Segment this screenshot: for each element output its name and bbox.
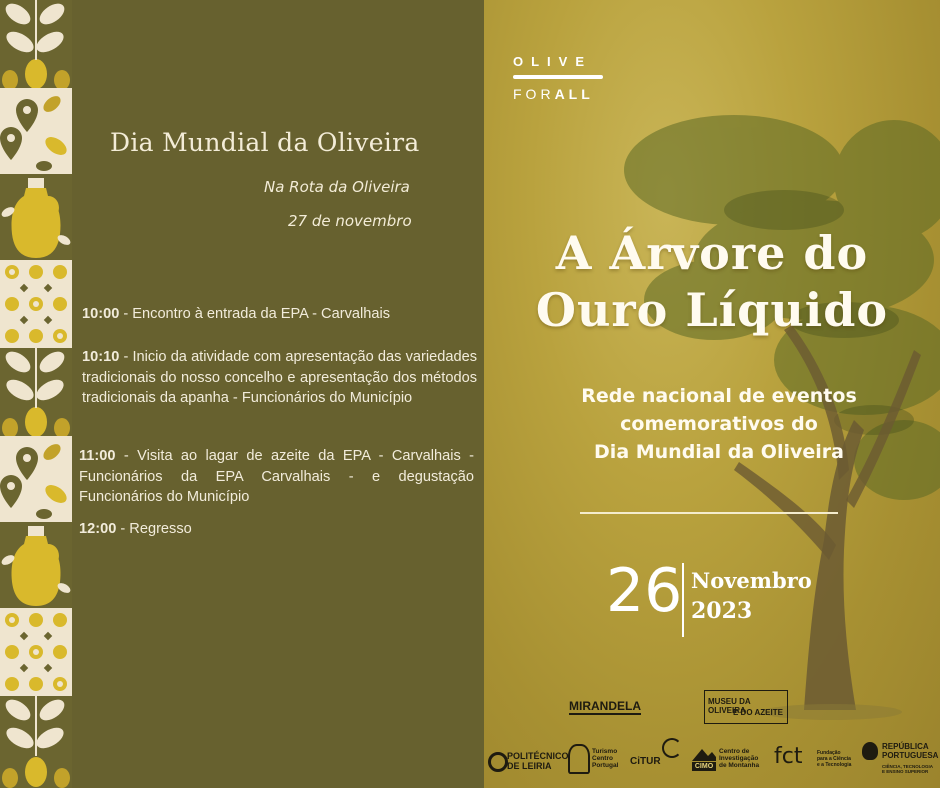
event-subheading: Na Rota da Oliveira [264,178,410,196]
event-day: 26 [606,556,683,626]
citur-icon [662,738,682,758]
republica-logo-text-4: E ENSINO SUPERIOR [882,769,929,774]
event-year: 2023 [691,598,753,624]
cimo-logo-text-2: Investigação [719,755,759,762]
mirandela-logo: MIRANDELA [569,699,641,713]
geometric-pattern-icon [0,260,72,348]
schedule-time: 10:10 [82,349,120,365]
oil-jar-tile [0,174,72,260]
subtitle-line-3: Dia Mundial da Oliveira [594,441,844,463]
olive-leaf-icon [0,696,72,788]
title-line-2: Ouro Líquido [535,283,889,337]
turismo-logo-text-2: Centro [592,755,613,762]
poster-panel [484,0,940,788]
museu-logo-text-2: E DO AZEITE [733,708,783,717]
schedule-text: - Visita ao lagar de azeite da EPA - Carvalhais - Funcionários da EPA Carvalhais - e degustação Funcionários do Município [79,448,474,505]
logo-divider [513,75,603,79]
event-month: Novembro [691,568,812,593]
schedule-time: 10:00 [82,306,120,322]
event-heading: Dia Mundial da Oliveira [110,128,420,157]
geometric-pattern-tile [0,260,72,348]
oil-jar-icon [0,174,72,260]
location-pin-tile [0,436,72,522]
olive-leaf-icon [0,0,72,88]
subtitle-line-2: comemorativos do [620,413,818,435]
politecnico-logo-text: POLITÉCNICO [507,751,569,761]
republica-logo-text: REPÚBLICA [882,742,929,751]
republica-logo-text-3: CIÊNCIA, TECNOLOGIA [882,764,934,769]
schedule-text: - Regresso [116,521,192,537]
schedule-item [79,519,474,540]
olive-leaf-icon [0,348,72,436]
olive-branch-tile [0,348,72,436]
schedule-item [82,304,477,325]
schedule-item [79,446,474,508]
title-line-1: A Árvore do [555,226,869,280]
divider-line [580,512,838,514]
cimo-tag: CIMO [692,762,716,771]
date-divider [682,563,684,637]
geometric-pattern-tile [0,608,72,696]
decorative-tile-strip [0,0,72,788]
location-pin-tile [0,88,72,174]
oil-jar-icon [0,522,72,608]
turismo-centro-icon [568,744,590,774]
event-date: 27 de novembro [288,212,412,230]
geometric-pattern-icon [0,608,72,696]
schedule-item [82,347,477,409]
oil-jar-tile [0,522,72,608]
program-panel [72,0,484,788]
museu-logo-text: MUSEU DA OLIVEIRA [708,697,751,715]
olive-branch-tile [0,696,72,788]
museu-oliveira-logo [704,690,788,724]
schedule-time: 12:00 [79,521,117,537]
republica-crest-icon [862,742,878,760]
location-pin-icon [0,88,72,174]
logo-for: FOR [513,86,555,102]
turismo-logo-text-3: Portugal [592,762,619,769]
turismo-logo-text: Turismo [592,748,618,755]
politecnico-logo-text-2: DE LEIRIA [507,761,552,771]
republica-logo-text-2: PORTUGUESA [882,751,939,760]
schedule-text: - Encontro à entrada da EPA - Carvalhais [119,306,390,322]
fct-logo-text: Fundação [817,750,841,756]
cimo-logo-text-3: de Montanha [719,762,760,769]
fct-logo: fct [774,744,803,769]
citur-logo-text: CiTUR [630,756,661,767]
olive-for-all-logo-sub [513,86,594,102]
cimo-logo-text: Centro de [719,748,750,755]
location-pin-icon [0,436,72,522]
fct-logo-text-2: para a Ciência [817,756,851,762]
logo-all: ALL [554,86,594,102]
olive-branch-tile [0,0,72,88]
olive-for-all-logo: OLIVE [513,54,593,69]
cimo-icon [692,745,716,771]
politecnico-leiria-icon [488,752,508,772]
schedule-time: 11:00 [79,448,116,464]
subtitle-line-1: Rede nacional de eventos [581,385,857,407]
schedule-text: - Inicio da atividade com apresentação das variedades tradicionais do nosso concelho e apresentação dos métodos tradicionais da apanha - Funcionários do Município [82,349,477,406]
fct-logo-text-3: e a Tecnologia [817,762,852,768]
